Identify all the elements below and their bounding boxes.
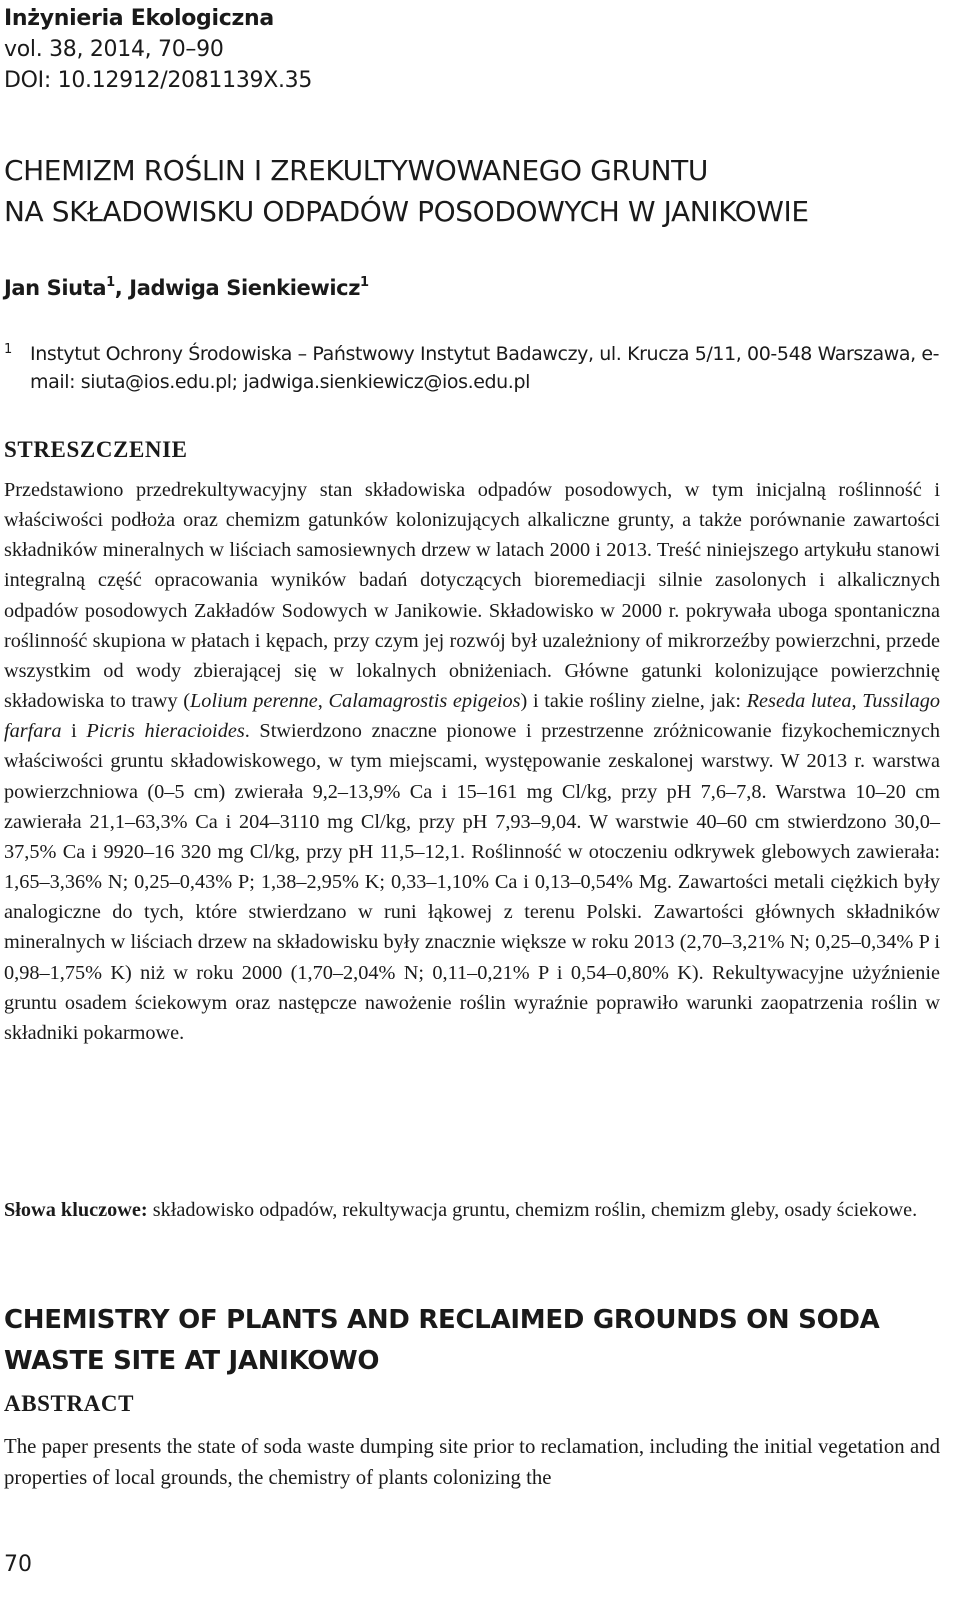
author-2: Jadwiga Sienkiewicz — [129, 276, 361, 300]
title-pl-line-1: CHEMIZM ROŚLIN I ZREKULTYWOWANEGO GRUNTU — [4, 154, 708, 187]
streszczenie-text-6: . Stwierdzono znaczne pionowe i przestrzenne zróżnicowanie fizykochemicznych właściwości gruntu składowiskowego, w tym miejscami, występowanie zeskalonej warstwy. W 2013 r. warstwa powierzchniowa (0–5 cm) zwierała 9,2–13,9% Ca i 15–161 mg Cl/kg, przy pH 7,6–7,8. Warstwa 10–20 cm zawierała 21,1–63,3% Ca i 204–3110 mg Cl/kg, przy pH 7,93–9,04. W warstwie 40–60 cm stwierdzono 30,0–37,5% Ca i 9920–16 320 mg Cl/kg, przy pH 11,5–12,1. Roślinność w otoczeniu odkrywek glebowych zawierała: 1,65–3,36% N; 0,25–0,43% P; 1,38–2,95% K; 0,33–1,10% Ca i 0,13–0,54% Mg. Zawartości metali ciężkich były analogiczne do tych, które stwierdzano w runi łąkowej z terenu Polski. Zawartości głównych składników mineralnych w liściach drzew na składowisku były znacznie większe w roku 2013 (2,70–3,21% N; 0,25–0,34% P i 0,98–1,75% K) niż w roku 2000 (1,70–2,04% N; 0,11–0,21% P i 0,54–0,80% K). Rekultywacyjne użyźnienie gruntu osadem ściekowym oraz następcze nawożenie roślin wyraźnie poprawiło warunki zaopatrzenia roślin w składniki pokarmowe. — [4, 720, 940, 1044]
streszczenie-text-5: i — [61, 720, 87, 743]
keywords-text: składowisko odpadów, rekultywacja gruntu, chemizm roślin, chemizm gleby, osady ściekowe. — [147, 1199, 918, 1221]
journal-header — [4, 3, 312, 96]
abstract-paragraph: The paper presents the state of soda waste dumping site prior to reclamation, including the initial vegetation and properties of local grounds, the chemistry of plants colonizing the — [4, 1435, 940, 1489]
species-picris-hieracioides: Picris hieracioides — [86, 720, 245, 743]
streszczenie-heading: STRESZCZENIE — [4, 437, 188, 462]
affiliation — [4, 340, 954, 396]
streszczenie-text-4: , — [851, 690, 863, 713]
streszczenie-text-2: , — [317, 690, 329, 713]
author-1-affiliation-mark: 1 — [106, 275, 115, 290]
species-lolium-perenne: Lolium perenne — [190, 690, 318, 713]
article-title-english — [4, 1300, 954, 1382]
author-separator: , — [114, 276, 130, 300]
author-1: Jan Siuta — [4, 276, 107, 300]
keywords-label: Słowa kluczowe: — [4, 1199, 148, 1221]
streszczenie-text-3: ) i takie rośliny zielne, jak: — [520, 690, 747, 713]
author-2-affiliation-mark: 1 — [360, 275, 369, 290]
abstract-body — [4, 1431, 940, 1493]
affiliation-number: 1 — [4, 342, 12, 357]
species-calamagrostis-epigeios: Calamagrostis epigeios — [328, 690, 521, 713]
journal-volume: vol. 38, 2014, 70–90 — [4, 37, 224, 62]
affiliation-text: Instytut Ochrony Środowiska – Państwowy Instytut Badawczy, ul. Krucza 5/11, 00-548 Warszawa, e-mail: siuta@ios.edu.pl; jadwiga.sienkiewicz@ios.edu.pl — [30, 343, 940, 393]
journal-doi: DOI: 10.12912/2081139X.35 — [4, 68, 313, 93]
species-tussilago-farfara: Tussilago farfara — [4, 690, 941, 743]
streszczenie-body — [4, 475, 940, 1048]
species-reseda-lutea: Reseda lutea — [746, 690, 852, 713]
streszczenie-paragraph — [4, 475, 940, 1048]
keywords — [4, 1195, 940, 1225]
title-en-line-2: WASTE SITE AT JANIKOWO — [4, 1346, 380, 1376]
abstract-heading: ABSTRACT — [4, 1391, 135, 1416]
authors — [4, 274, 369, 302]
streszczenie-text-1: Przedstawiono przedrekultywacyjny stan składowiska odpadów posodowych, w tym inicjalną roślinność i właściwości podłoża oraz chemizm gatunków kolonizujących alkaliczne grunty, a także porównanie zawartości składników mineralnych w liściach samosiewnych drzew w latach 2000 i 2013. Treść niniejszego artykułu stanowi integralną część opracowania wyników badań dotyczących bioremediacji silnie zasolonych i alkalicznych odpadów posodowych Zakładów Sodowych w Janikowie. Składowisko w 2000 r. pokrywała uboga spontaniczna roślinność skupiona w płatach i kępach, przy czym jej rozwój był uzależniony of mikrorzeźby powierzchni, przede wszystkim od wody zbierającej się w lokalnych obniżeniach. Główne gatunki kolonizujące powierzchnię składowiska to trawy ( — [4, 479, 940, 713]
article-title-polish — [4, 150, 954, 232]
journal-name: Inżynieria Ekologiczna — [4, 6, 274, 31]
page-number: 70 — [4, 1552, 32, 1577]
title-en-line-1: CHEMISTRY OF PLANTS AND RECLAIMED GROUNDS ON SODA — [4, 1305, 880, 1335]
title-pl-line-2: NA SKŁADOWISKU ODPADÓW POSODOWYCH W JANIKOWIE — [4, 195, 809, 228]
